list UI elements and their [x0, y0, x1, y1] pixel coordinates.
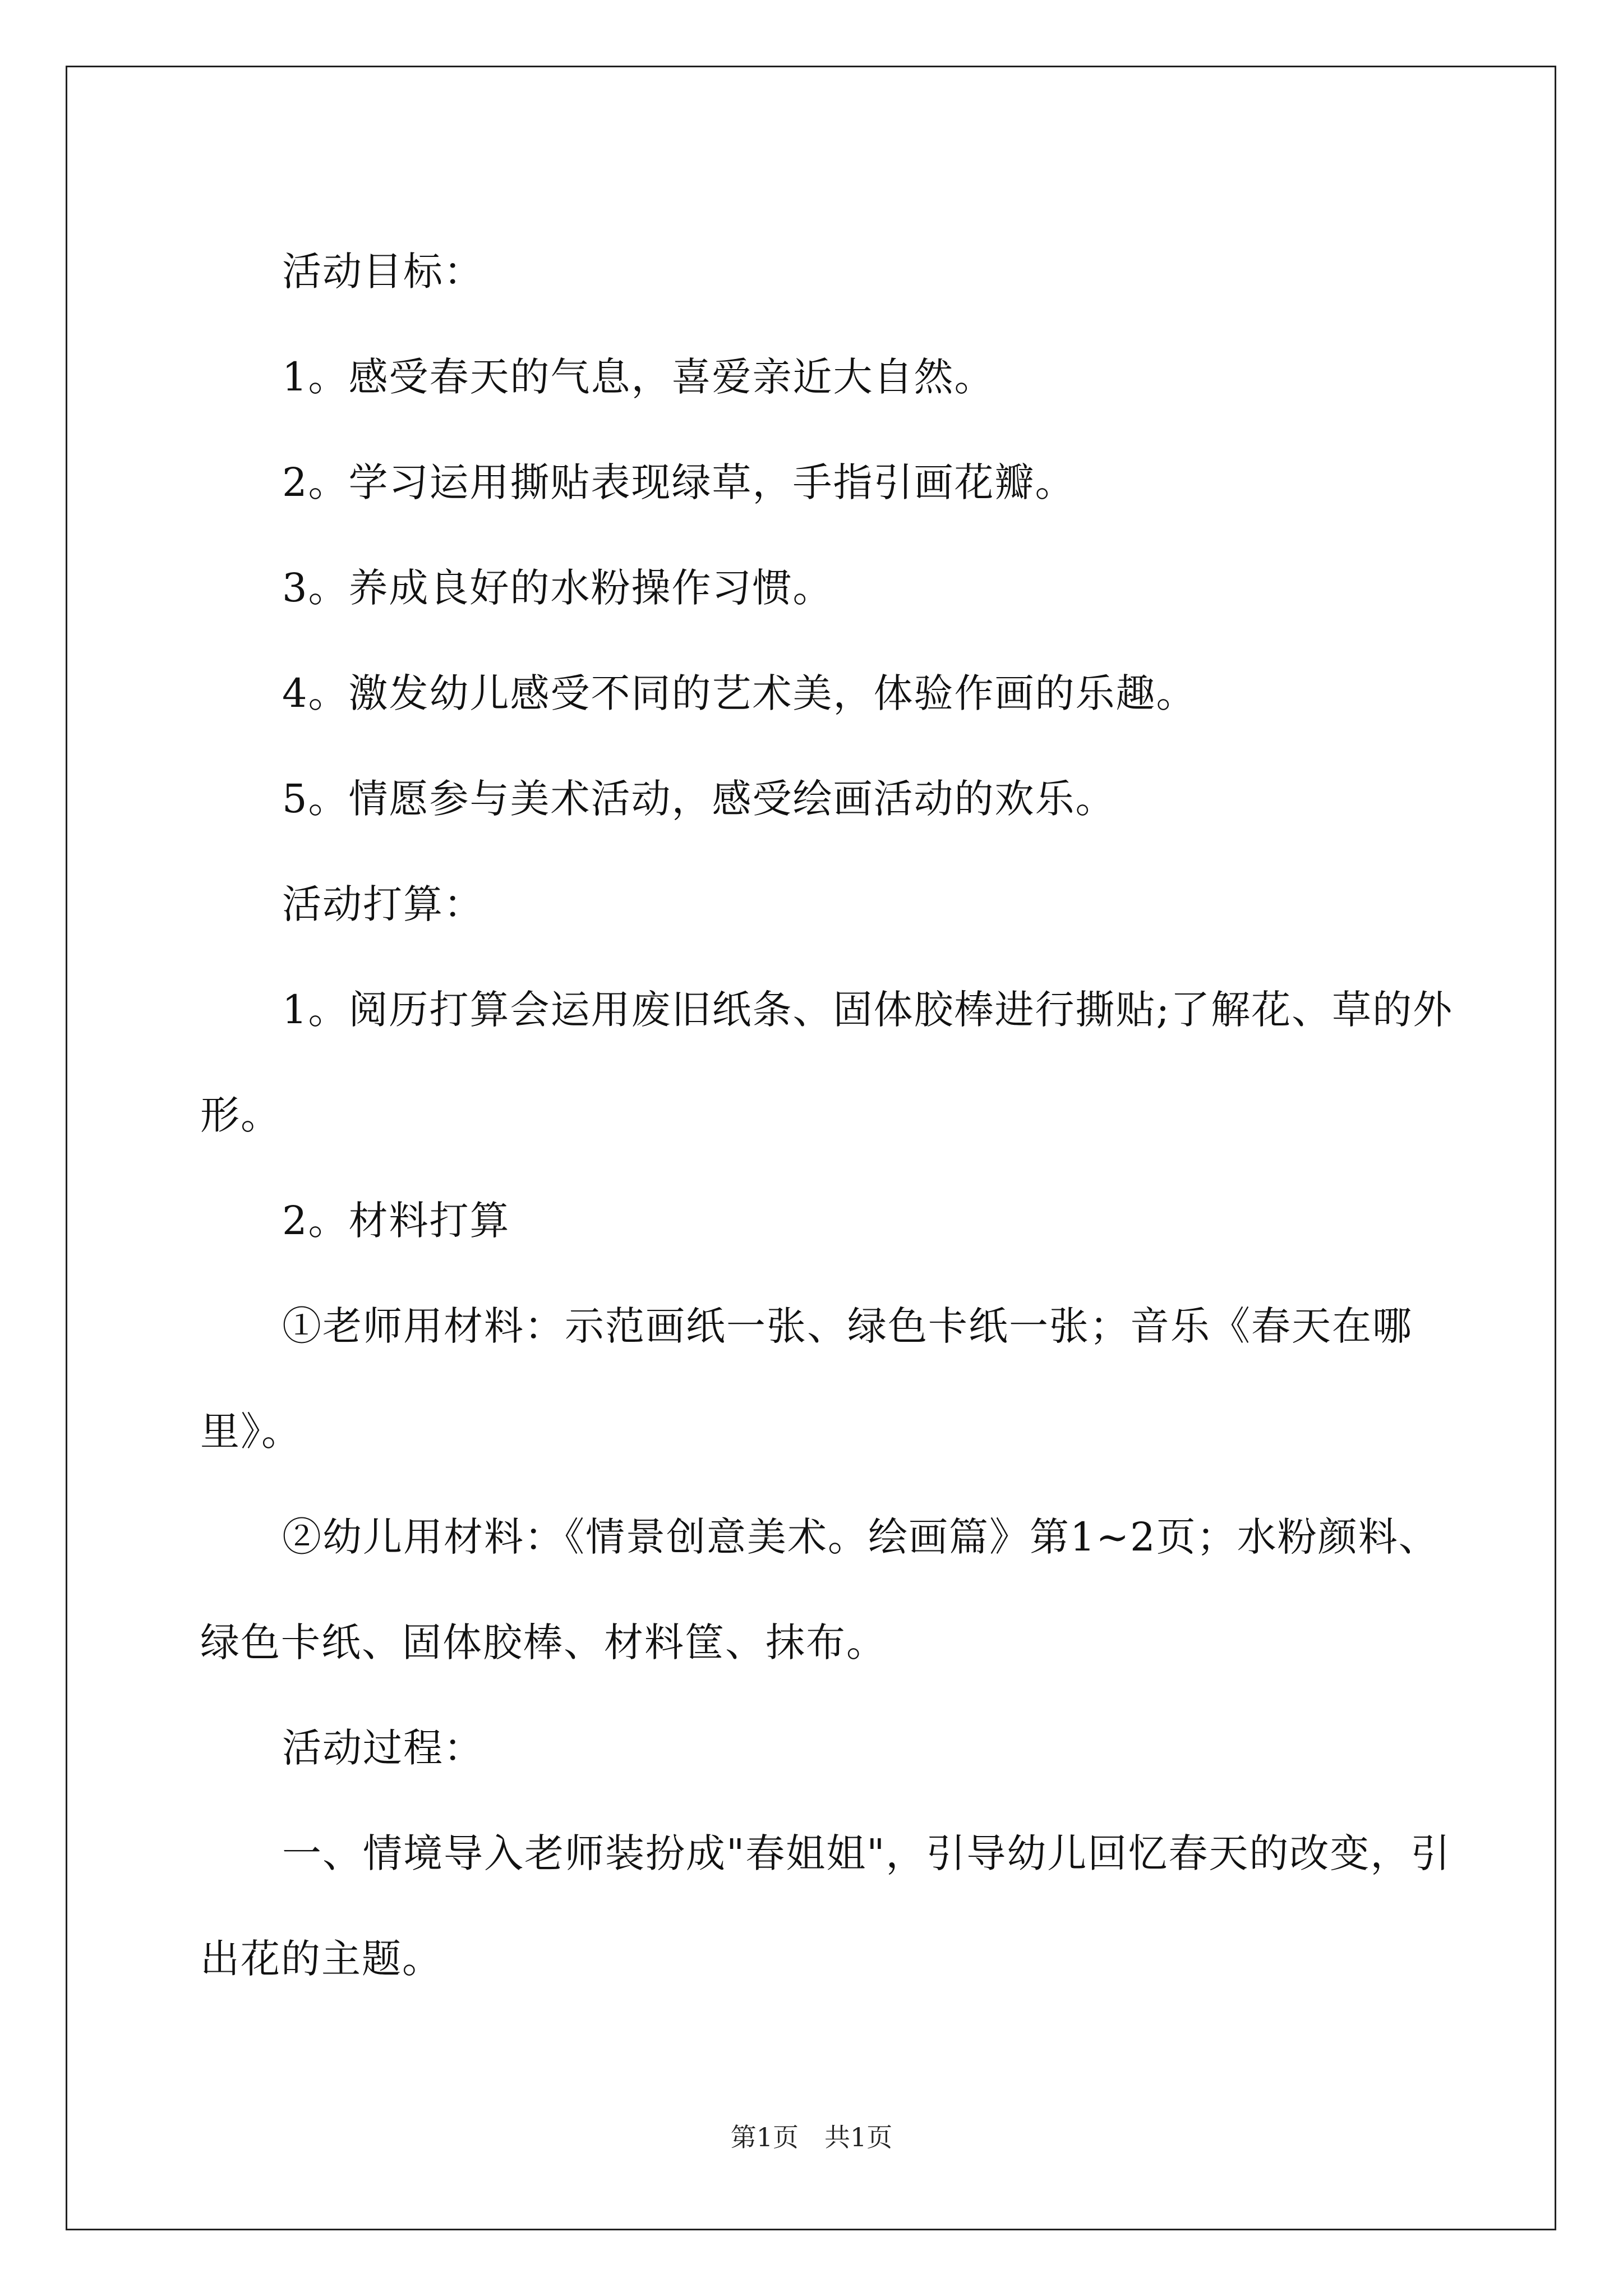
preparation-item-2: 2。材料打算	[282, 1198, 510, 1244]
process-step-1: 一、情境导入老师装扮成"春姐姐"，引导幼儿回忆春天的改变，引出花的主题。	[200, 1830, 1451, 1982]
goal-item-5: 5。情愿参与美术活动，感受绘画活动的欢乐。	[282, 776, 1116, 822]
goal-item-2: 2。学习运用撕贴表现绿草，手指引画花瓣。	[282, 459, 1076, 505]
page-footer: 第1页 共1页	[730, 2122, 893, 2152]
teacher-materials: ①老师用材料：示范画纸一张、绿色卡纸一张；音乐《春天在哪里》。	[200, 1303, 1413, 1455]
heading-activity-goals: 活动目标：	[282, 249, 484, 295]
document-body	[200, 219, 1468, 2012]
child-materials: ②幼儿用材料：《情景创意美术。绘画篇》第1~2页；水粉颜料、绿色卡纸、固体胶棒、材料筐、抹布。	[200, 1514, 1439, 1665]
heading-activity-process: 活动过程：	[282, 1725, 484, 1771]
heading-activity-preparation: 活动打算：	[282, 881, 484, 927]
goal-item-3: 3。养成良好的水粉操作习惯。	[282, 565, 833, 611]
preparation-item-1: 1。阅历打算会运用废旧纸条、固体胶棒进行撕贴;了解花、草的外形。	[200, 987, 1454, 1138]
goal-item-1: 1。感受春天的气息，喜爱亲近大自然。	[282, 354, 995, 400]
goal-item-4: 4。激发幼儿感受不同的艺术美，体验作画的乐趣。	[282, 670, 1197, 716]
